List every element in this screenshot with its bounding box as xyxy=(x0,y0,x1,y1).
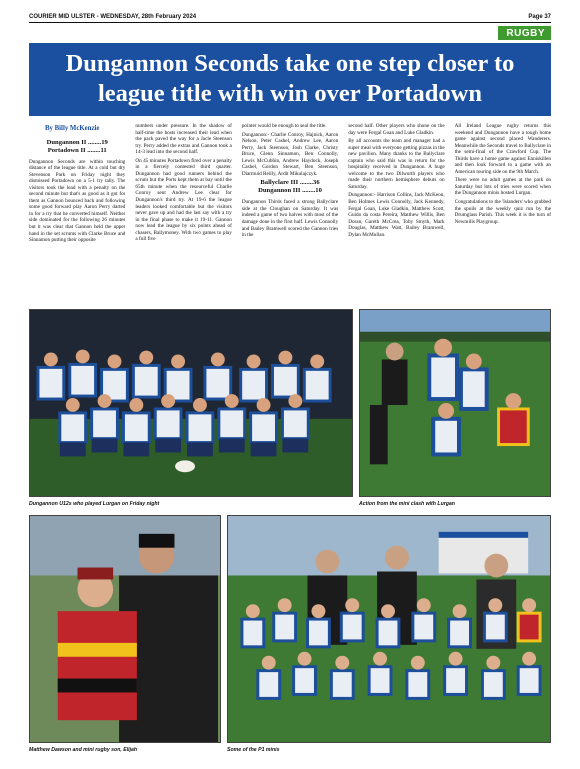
score-line: Dungannon III ........10 xyxy=(258,187,322,195)
article-column-3 xyxy=(242,123,338,305)
paragraph: Dungannon:- Charlie Conroy, Hajnick, Aaron Nelson, Peter Cashel, Andrew Lee, Aaron Perry, Jack Steenson, Josh Clarke, Christy Bruce, Glenn Sinnamon, Ben Connolly, Lewis McCubbin, Andrew Haydock, Joseph Cashel, Gordon Stewart, Ben Steenson, Diarmuid Reilly, Ardit Mikulajczyk. xyxy=(241,131,339,177)
paragraph: There were no adult games at the park on Saturday but lots of tries were scored when the Dungannon minis hosted Lurgan. xyxy=(454,177,551,197)
paragraph: On 45 minutes Portadown fired over a penalty in a fiercely contested third quarter. Dungannon had good runners behind the scrum but the Ports kept them at bay until the 65th minute when the resourceful Charlie Conroy sent Andrew Lee clear for Dungannon's third try. At 19-6 the league leaders looked comfortable but the visitors never gave up and had the last say with a try in the final phase to make it 19-11. Gannon now lead the league by six points ahead of chasers, Ballymoney. With two games to play a full five xyxy=(135,157,232,243)
section-row xyxy=(29,26,551,40)
paragraph: All Ireland League rugby returns this weekend and Dungannon have a tough home game against second placed Wanderers. Meanwhile the Seconds travel to Ballyclare in the semi-final of the Crawford Cup. The Thirds have a home game against Enniskillen and then look forward to a game with an American touring side on the 9th March. xyxy=(454,123,551,175)
score-line: Dungannon II ........19 xyxy=(46,138,108,146)
article-body xyxy=(29,123,551,305)
photo-mini-action xyxy=(359,309,551,497)
photo-caption: Dungannon U12s who played Lurgan on Friday night xyxy=(29,501,160,507)
article-column-1 xyxy=(29,123,125,305)
page-number: Page 37 xyxy=(528,14,551,20)
score-line: Portadown II ........11 xyxy=(47,146,107,154)
paragraph: Dungannon Thirds faced a strong Ballyclare side at the Cloughan on Saturday. It was indeed a game of two halves with most of the damage done in the first half. Lewis Connolly and Bailey Bramwell scored the Gannon tries in the xyxy=(241,199,339,239)
headline: Dungannon Seconds take one step closer to league title with win over Portadown xyxy=(29,43,551,116)
photo-father-son xyxy=(29,515,221,743)
photo-caption: Some of the P1 minis xyxy=(227,747,280,753)
paragraph: By all accounts the team and manager had a super meal with everyone getting pizzas in the new pavilion. Many thanks to the Ballyclare captain who said this was in return for the hospitality received in Dungannon. A huge welcome to the two Dilworth players who made their northern hemisphere debuts on Saturday. xyxy=(348,138,445,190)
article-column-2 xyxy=(135,123,231,305)
paragraph: pointer would be enough to seal the title. xyxy=(241,123,327,129)
photo-caption: Action from the mini clash with Lurgan xyxy=(359,501,455,507)
paragraph: Congratulations to the 'Islanders' who grabbed the spoils at the weekly quiz run by the Drumglass Parish. This week it is the turn of Newmills Playgroup. xyxy=(454,199,551,225)
masthead xyxy=(29,0,551,23)
paragraph: second half. Other players who shone on the day were Fergal Goan and Luke Gladkin. xyxy=(348,123,445,136)
score-box-2 xyxy=(242,179,338,195)
paragraph: Dungannon:- Harrison Collins, Jack McKeon, Ben Holmes Lewis Connolly, Jack Kennedy, Fergal Goan, Luke Gladkin, Matthew Scott, Guido da costa Pereira, Matthew Willis, Ben Doran, Gareth McCrea, Toby Smyth, Mark Douglas, Matthew Watt, Bailey Bramwell, Dylan McMullan. xyxy=(348,192,445,238)
photo-area xyxy=(29,309,551,769)
byline: By Billy McKenzie xyxy=(45,125,100,132)
score-box-1 xyxy=(29,139,125,155)
photo-p1-minis xyxy=(227,515,551,743)
score-line: Ballyclare III ........36 xyxy=(260,179,320,187)
section-label: RUGBY xyxy=(498,26,551,40)
paragraph: numbers under pressure. In the shadow of half-time the hosts increased their lead when the pack paved the way for a Jacle Steenson try. Perry added the extras and Gannon took a 14-3 lead into the second half. xyxy=(135,123,232,156)
article-column-5 xyxy=(455,123,551,305)
photo-u12-team xyxy=(29,309,353,497)
masthead-publication: COURIER MID ULSTER - WEDNESDAY, 28th February 2024 xyxy=(29,14,197,20)
paragraph: Dungannon Seconds are within touching distance of the league title. At a cold but dry Stevenson Park on Friday night they dismissed Portadown on a 5-1 try tally. The visitors took the lead with a penalty on the second minute but that's as good as it got for them as Gannon bounced back and following some good forward play Aaron Perry darted in for a try that he converted himself. Neither side dominated for the following 26 minutes but it was clear that Gannon held the upper hand in the set scrums with Clarke Bruce and Sinnamon putting their opposite xyxy=(29,158,126,244)
photo-caption: Matthew Dawson and mini rugby son, Elijah xyxy=(29,747,138,753)
article-column-4 xyxy=(348,123,444,305)
